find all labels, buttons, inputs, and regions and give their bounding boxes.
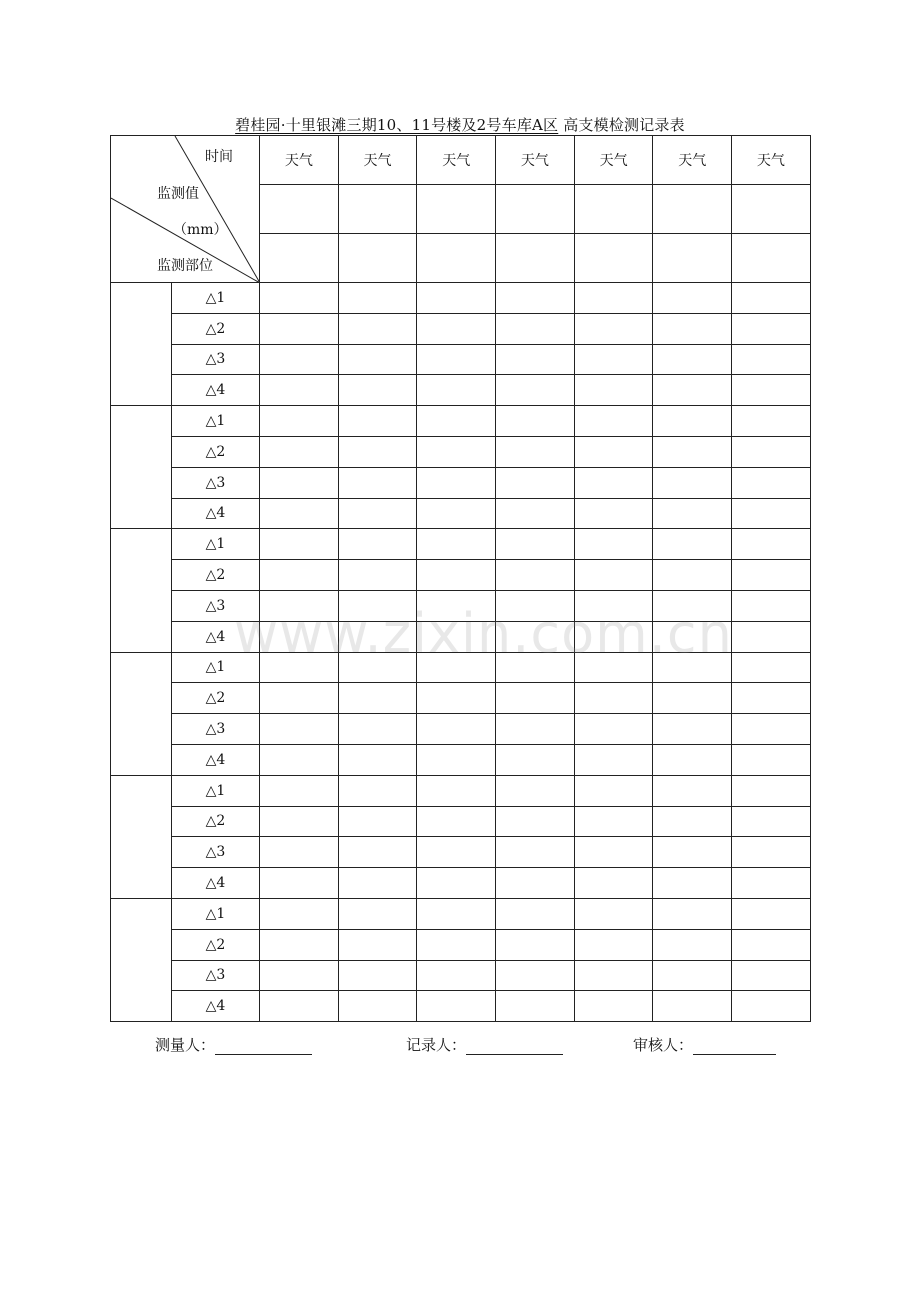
table-row	[111, 652, 811, 683]
data-cell[interactable]	[574, 406, 653, 437]
point-label: △3	[172, 590, 260, 621]
group-cell[interactable]	[111, 652, 172, 775]
data-cell[interactable]	[732, 283, 811, 314]
header-blank-cell[interactable]	[653, 234, 732, 283]
data-cell[interactable]	[653, 560, 732, 591]
data-cell[interactable]	[417, 683, 496, 714]
data-cell[interactable]	[338, 898, 417, 929]
weather-header: 天气	[653, 136, 732, 185]
data-cell[interactable]	[653, 960, 732, 991]
data-cell[interactable]	[574, 929, 653, 960]
data-cell[interactable]	[417, 744, 496, 775]
watermark: www.zixin.com.cn	[234, 602, 733, 665]
group-cell[interactable]	[111, 775, 172, 898]
table-row	[111, 344, 811, 375]
weather-header: 天气	[338, 136, 417, 185]
data-cell[interactable]	[653, 344, 732, 375]
header-blank-cell[interactable]	[574, 185, 653, 234]
reviewer-label: 审核人：	[633, 1036, 694, 1054]
data-cell[interactable]	[574, 375, 653, 406]
data-cell[interactable]	[732, 683, 811, 714]
table-row	[111, 929, 811, 960]
table-row	[111, 868, 811, 899]
data-cell[interactable]	[260, 744, 339, 775]
weather-header: 天气	[260, 136, 339, 185]
table-row	[111, 775, 811, 806]
group-cell[interactable]	[111, 406, 172, 529]
data-cell[interactable]	[496, 560, 575, 591]
data-cell[interactable]	[417, 375, 496, 406]
data-cell[interactable]	[338, 344, 417, 375]
data-cell[interactable]	[260, 436, 339, 467]
data-cell[interactable]	[732, 837, 811, 868]
data-cell[interactable]	[574, 498, 653, 529]
data-cell[interactable]	[260, 467, 339, 498]
data-cell[interactable]	[417, 313, 496, 344]
header-blank-cell[interactable]	[417, 185, 496, 234]
data-cell[interactable]	[574, 775, 653, 806]
data-cell[interactable]	[653, 744, 732, 775]
data-cell[interactable]	[574, 467, 653, 498]
measurer-signature	[155, 1034, 312, 1055]
point-label: △3	[172, 467, 260, 498]
data-cell[interactable]	[417, 498, 496, 529]
monitoring-record-table	[110, 135, 811, 1022]
data-cell[interactable]	[653, 621, 732, 652]
data-cell[interactable]	[574, 621, 653, 652]
data-cell[interactable]	[496, 806, 575, 837]
point-label: △3	[172, 960, 260, 991]
data-cell[interactable]	[653, 991, 732, 1022]
data-cell[interactable]	[338, 406, 417, 437]
data-cell[interactable]	[653, 868, 732, 899]
data-cell[interactable]	[653, 436, 732, 467]
data-cell[interactable]	[732, 806, 811, 837]
data-cell[interactable]	[732, 375, 811, 406]
data-cell[interactable]	[496, 621, 575, 652]
data-cell[interactable]	[732, 529, 811, 560]
data-cell[interactable]	[496, 744, 575, 775]
diagonal-header-cell	[111, 136, 260, 283]
data-cell[interactable]	[574, 529, 653, 560]
data-cell[interactable]	[338, 560, 417, 591]
point-label: △2	[172, 929, 260, 960]
data-cell[interactable]	[496, 467, 575, 498]
data-cell[interactable]	[574, 898, 653, 929]
data-cell[interactable]	[732, 560, 811, 591]
data-cell[interactable]	[574, 590, 653, 621]
reviewer-signature	[633, 1034, 776, 1055]
data-cell[interactable]	[732, 960, 811, 991]
data-cell[interactable]	[496, 375, 575, 406]
data-cell[interactable]	[653, 837, 732, 868]
data-cell[interactable]	[496, 898, 575, 929]
point-label: △1	[172, 775, 260, 806]
data-cell[interactable]	[260, 498, 339, 529]
data-cell[interactable]	[653, 929, 732, 960]
table-row	[111, 406, 811, 437]
data-cell[interactable]	[496, 960, 575, 991]
point-label: △1	[172, 652, 260, 683]
table-row	[111, 313, 811, 344]
data-cell[interactable]	[338, 375, 417, 406]
data-cell[interactable]	[417, 991, 496, 1022]
point-label: △3	[172, 344, 260, 375]
data-cell[interactable]	[338, 313, 417, 344]
data-cell[interactable]	[338, 714, 417, 745]
data-cell[interactable]	[260, 313, 339, 344]
header-blank-cell[interactable]	[260, 185, 339, 234]
point-label: △1	[172, 283, 260, 314]
data-cell[interactable]	[732, 590, 811, 621]
group-cell[interactable]	[111, 283, 172, 406]
data-cell[interactable]	[653, 467, 732, 498]
data-cell[interactable]	[574, 344, 653, 375]
weather-header: 天气	[496, 136, 575, 185]
data-cell[interactable]	[732, 991, 811, 1022]
point-label: △4	[172, 868, 260, 899]
data-cell[interactable]	[338, 837, 417, 868]
point-label: △2	[172, 436, 260, 467]
data-cell[interactable]	[496, 929, 575, 960]
data-cell[interactable]	[260, 560, 339, 591]
table-row	[111, 683, 811, 714]
data-cell[interactable]	[574, 560, 653, 591]
diag-label-time: 时间	[205, 149, 233, 165]
data-cell[interactable]	[417, 560, 496, 591]
data-cell[interactable]	[260, 714, 339, 745]
data-cell[interactable]	[417, 621, 496, 652]
data-cell[interactable]	[653, 313, 732, 344]
data-cell[interactable]	[653, 806, 732, 837]
data-cell[interactable]	[732, 436, 811, 467]
point-label: △2	[172, 806, 260, 837]
header-blank-cell[interactable]	[732, 234, 811, 283]
data-cell[interactable]	[417, 837, 496, 868]
data-cell[interactable]	[496, 436, 575, 467]
point-label: △1	[172, 898, 260, 929]
data-cell[interactable]	[496, 652, 575, 683]
data-cell[interactable]	[732, 898, 811, 929]
table-row	[111, 560, 811, 591]
data-cell[interactable]	[260, 960, 339, 991]
weather-header: 天气	[732, 136, 811, 185]
data-cell[interactable]	[260, 837, 339, 868]
diag-label-unit: （mm）	[173, 222, 228, 238]
data-cell[interactable]	[574, 436, 653, 467]
data-cell[interactable]	[260, 590, 339, 621]
data-cell[interactable]	[732, 775, 811, 806]
table-row	[111, 744, 811, 775]
header-blank-cell[interactable]	[496, 234, 575, 283]
table-row	[111, 621, 811, 652]
data-cell[interactable]	[574, 683, 653, 714]
data-cell[interactable]	[417, 714, 496, 745]
group-cell[interactable]	[111, 898, 172, 1021]
table-row	[111, 806, 811, 837]
data-cell[interactable]	[496, 283, 575, 314]
reviewer-line[interactable]	[693, 1038, 776, 1055]
data-cell[interactable]	[260, 652, 339, 683]
header-blank-cell[interactable]	[338, 185, 417, 234]
data-cell[interactable]	[338, 436, 417, 467]
data-cell[interactable]	[417, 344, 496, 375]
data-cell[interactable]	[260, 529, 339, 560]
data-cell[interactable]	[338, 590, 417, 621]
point-label: △4	[172, 621, 260, 652]
data-cell[interactable]	[338, 467, 417, 498]
header-blank-cell[interactable]	[417, 234, 496, 283]
data-cell[interactable]	[653, 652, 732, 683]
data-cell[interactable]	[338, 744, 417, 775]
data-cell[interactable]	[338, 806, 417, 837]
recorder-signature	[406, 1034, 563, 1055]
data-cell[interactable]	[653, 498, 732, 529]
diag-label-part: 监测部位	[157, 258, 213, 274]
data-cell[interactable]	[417, 868, 496, 899]
data-cell[interactable]	[338, 283, 417, 314]
data-cell[interactable]	[417, 898, 496, 929]
data-cell[interactable]	[338, 652, 417, 683]
data-cell[interactable]	[417, 929, 496, 960]
recorder-line[interactable]	[466, 1038, 563, 1055]
point-label: △4	[172, 498, 260, 529]
data-cell[interactable]	[574, 652, 653, 683]
weather-header: 天气	[417, 136, 496, 185]
point-label: △3	[172, 714, 260, 745]
data-cell[interactable]	[732, 744, 811, 775]
data-cell[interactable]	[417, 467, 496, 498]
point-label: △3	[172, 837, 260, 868]
recorder-label: 记录人：	[406, 1036, 467, 1054]
data-cell[interactable]	[653, 529, 732, 560]
table-row	[111, 714, 811, 745]
title-suffix: 高支模检测记录表	[558, 116, 685, 134]
data-cell[interactable]	[417, 775, 496, 806]
data-cell[interactable]	[338, 529, 417, 560]
data-cell[interactable]	[732, 621, 811, 652]
data-cell[interactable]	[496, 775, 575, 806]
data-cell[interactable]	[260, 929, 339, 960]
data-cell[interactable]	[417, 652, 496, 683]
table-row	[111, 529, 811, 560]
data-cell[interactable]	[732, 652, 811, 683]
data-cell[interactable]	[574, 960, 653, 991]
data-cell[interactable]	[496, 683, 575, 714]
data-cell[interactable]	[732, 868, 811, 899]
data-cell[interactable]	[260, 375, 339, 406]
header-blank-cell[interactable]	[653, 185, 732, 234]
data-cell[interactable]	[260, 775, 339, 806]
data-cell[interactable]	[496, 991, 575, 1022]
data-cell[interactable]	[496, 313, 575, 344]
data-cell[interactable]	[260, 621, 339, 652]
diag-label-value: 监测值	[157, 186, 199, 202]
data-cell[interactable]	[338, 683, 417, 714]
table-row	[111, 898, 811, 929]
data-cell[interactable]	[260, 283, 339, 314]
title-main: 碧桂园·十里银滩三期10、11号楼及2号车库A区	[235, 116, 559, 134]
data-cell[interactable]	[338, 960, 417, 991]
header-blank-cell[interactable]	[732, 185, 811, 234]
data-cell[interactable]	[260, 683, 339, 714]
point-label: △4	[172, 991, 260, 1022]
data-cell[interactable]	[653, 898, 732, 929]
table-row	[111, 498, 811, 529]
data-cell[interactable]	[574, 744, 653, 775]
data-cell[interactable]	[338, 498, 417, 529]
point-label: △4	[172, 744, 260, 775]
table-row	[111, 590, 811, 621]
header-blank-cell[interactable]	[574, 234, 653, 283]
data-cell[interactable]	[496, 498, 575, 529]
data-cell[interactable]	[653, 283, 732, 314]
header-blank-cell[interactable]	[338, 234, 417, 283]
data-cell[interactable]	[417, 590, 496, 621]
data-cell[interactable]	[732, 406, 811, 437]
data-cell[interactable]	[417, 529, 496, 560]
table-row	[111, 436, 811, 467]
data-cell[interactable]	[260, 898, 339, 929]
data-cell[interactable]	[260, 868, 339, 899]
data-cell[interactable]	[338, 621, 417, 652]
data-cell[interactable]	[338, 929, 417, 960]
data-cell[interactable]	[260, 344, 339, 375]
data-cell[interactable]	[417, 960, 496, 991]
data-cell[interactable]	[653, 714, 732, 745]
data-cell[interactable]	[732, 929, 811, 960]
data-cell[interactable]	[574, 991, 653, 1022]
data-cell[interactable]	[574, 868, 653, 899]
point-label: △2	[172, 683, 260, 714]
measurer-line[interactable]	[215, 1038, 312, 1055]
data-cell[interactable]	[732, 467, 811, 498]
data-cell[interactable]	[496, 406, 575, 437]
data-cell[interactable]	[260, 406, 339, 437]
data-cell[interactable]	[574, 714, 653, 745]
point-label: △4	[172, 375, 260, 406]
data-cell[interactable]	[417, 283, 496, 314]
data-cell[interactable]	[496, 714, 575, 745]
header-blank-cell[interactable]	[496, 185, 575, 234]
point-label: △2	[172, 560, 260, 591]
data-cell[interactable]	[574, 806, 653, 837]
table-row	[111, 960, 811, 991]
data-cell[interactable]	[653, 775, 732, 806]
data-cell[interactable]	[653, 683, 732, 714]
data-cell[interactable]	[260, 991, 339, 1022]
point-label: △1	[172, 529, 260, 560]
point-label: △2	[172, 313, 260, 344]
data-cell[interactable]	[496, 590, 575, 621]
point-label: △1	[172, 406, 260, 437]
data-cell[interactable]	[653, 590, 732, 621]
data-cell[interactable]	[417, 806, 496, 837]
data-cell[interactable]	[260, 806, 339, 837]
data-cell[interactable]	[496, 344, 575, 375]
data-cell[interactable]	[732, 498, 811, 529]
data-cell[interactable]	[417, 406, 496, 437]
data-cell[interactable]	[338, 991, 417, 1022]
table-row	[111, 467, 811, 498]
weather-header: 天气	[574, 136, 653, 185]
data-cell[interactable]	[732, 313, 811, 344]
page-title	[0, 114, 920, 135]
table-row	[111, 991, 811, 1022]
data-cell[interactable]	[496, 868, 575, 899]
table-row	[111, 283, 811, 314]
data-cell[interactable]	[574, 313, 653, 344]
data-cell[interactable]	[496, 837, 575, 868]
data-cell[interactable]	[653, 375, 732, 406]
data-cell[interactable]	[417, 436, 496, 467]
data-cell[interactable]	[574, 283, 653, 314]
group-cell[interactable]	[111, 529, 172, 652]
measurer-label: 测量人：	[155, 1036, 216, 1054]
data-cell[interactable]	[496, 529, 575, 560]
table-row	[111, 375, 811, 406]
data-cell[interactable]	[732, 344, 811, 375]
table-row	[111, 837, 811, 868]
data-cell[interactable]	[338, 775, 417, 806]
data-cell[interactable]	[338, 868, 417, 899]
data-cell[interactable]	[574, 837, 653, 868]
header-blank-cell[interactable]	[260, 234, 339, 283]
data-cell[interactable]	[653, 406, 732, 437]
data-cell[interactable]	[732, 714, 811, 745]
